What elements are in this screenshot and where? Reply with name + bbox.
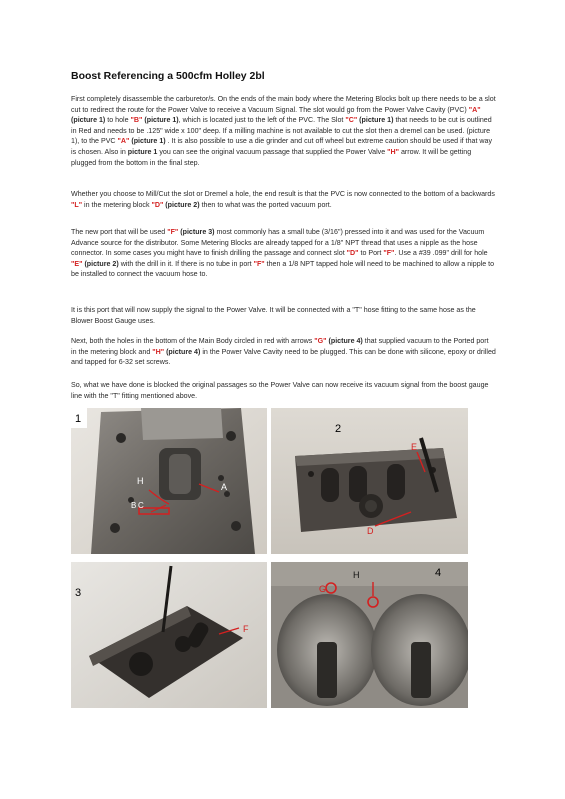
paragraph-3-segment: (picture 2) [82, 259, 119, 268]
paragraph-3-segment: . Use a #39 .099" drill for hole [394, 249, 488, 258]
paragraph-5-segment: that supplied vacuum to the Ported port in the metering block and [71, 337, 489, 356]
photo-1-label-c: C [138, 501, 144, 510]
photo-3 [71, 562, 267, 708]
paragraph-1-segment: "A" [468, 105, 481, 114]
paragraph-1-segment: (picture 1) [71, 116, 106, 125]
paragraph-1-segment: arrow. It will be getting plugged from the bottom in the final step. [71, 147, 472, 167]
photo-4-label-g: G [319, 584, 327, 594]
photo-3-number: 3 [75, 587, 82, 599]
photo-4-label-h: H [353, 570, 360, 580]
paragraph-1-segment: (picture 1) [129, 137, 166, 146]
paragraph-4 [71, 305, 496, 326]
paragraph-2-segment: "D" [151, 200, 164, 209]
photo-4 [271, 562, 468, 708]
paragraph-1-segment: to hole [105, 116, 131, 125]
paragraph-2-segment: Whether you choose to Mill/Cut the slot or Dremel a hole, the end result is that the PVC is now connected to the bottom of a backwards [71, 190, 495, 198]
paragraph-1-segment: that needs to be cut is outlined in Red and needs to be .125" wide x 100" deep. If a milling machine is not available to cut the slot then a dremel can be used. (picture 1), to the PVC [71, 116, 492, 146]
photo-1 [71, 408, 267, 554]
paragraph-5 [71, 336, 496, 368]
paragraph-5-segment: "G" [314, 337, 327, 345]
paragraph-3-segment: "F" [383, 249, 395, 258]
paragraph-1-segment: "H" [387, 147, 399, 156]
paragraph-3-segment: then a 1/8 NPT tapped hole will need to be machined to allow a nipple to be installed to connect the vacuum hose to. [71, 259, 495, 279]
paragraph-2-segment: then to what was the ported vacuum port. [199, 200, 332, 209]
document-title: Boost Referencing a 500cfm Holley 2bl [71, 70, 265, 82]
photo-2-label-d: D [367, 526, 374, 536]
photo-4-number: 4 [435, 567, 442, 579]
paragraph-5-segment: "H" [152, 347, 165, 356]
paragraph-6 [71, 380, 496, 401]
paragraph-2-segment: (picture 2) [163, 200, 200, 209]
photo-1-label-a: A [221, 482, 228, 492]
paragraph-3-segment: to Port [358, 249, 384, 258]
paragraph-1-segment: you can see the original vacuum passage that supplied the Power Valve [157, 147, 388, 156]
photo-3-label-f: F [243, 624, 249, 634]
photo-1-label-b: B [131, 501, 137, 510]
photo-1-label-h: H [137, 476, 144, 486]
paragraph-3-segment: "F" [167, 228, 179, 236]
paragraph-1-segment: "A" [117, 137, 130, 146]
paragraph-1-segment: . It is also possible to use a die grinder and cut off wheel but extreme caution should be used if that way is chosen. Also in [71, 137, 493, 156]
paragraph-1-segment: (picture 1) [142, 116, 179, 125]
paragraph-2-segment: in the metering block [82, 200, 152, 209]
paragraph-3-segment: with the drill in it. If there is no tube in port [118, 259, 254, 268]
photo-2 [271, 408, 468, 554]
paragraph-3-segment: (picture 3) [178, 228, 215, 236]
paragraph-1 [71, 94, 496, 168]
paragraph-3-segment: The new port that will be used [71, 228, 168, 236]
paragraph-1-segment: First completely disassemble the carburetor/s. On the ends of the main body where the Metering Blocks bolt up there needs to be a slot cut to redirect the route for the Power Valve to receive a Vacuum Signal. The slot would go from the Power Valve Cavity (PVC) [71, 95, 496, 114]
paragraph-5-segment: (picture 4) [326, 337, 363, 345]
paragraph-2-segment: "L" [71, 200, 83, 209]
paragraph-5-segment: in the Power Valve Cavity need to be plugged. This can be done with silicone, epoxy or drilled and tapped for 6-32 set screws. [71, 347, 496, 367]
paragraph-1-segment: "B" [130, 116, 143, 125]
paragraph-3-segment: "F" [253, 259, 265, 268]
paragraph-6-segment: So, what we have done is blocked the original passages so the Power Valve can now receive its vacuum signal from the boost gauge line with the "T" fitting mentioned above. [71, 381, 489, 400]
paragraph-3-segment: "E" [71, 259, 83, 268]
paragraph-3-segment: "D" [346, 249, 359, 258]
paragraph-1-segment: picture 1 [127, 147, 158, 156]
photo-2-label-e: E [411, 442, 418, 452]
paragraph-1-segment: "C" [345, 116, 358, 125]
paragraph-4-segment: It is this port that will now supply the signal to the Power Valve. It will be connected with a "T" hose fitting to the same hose as the Blower Boost Gauge uses. [71, 306, 476, 325]
paragraph-1-segment: (picture 1) [357, 116, 394, 125]
paragraph-5-segment: (picture 4) [164, 347, 201, 356]
paragraph-5-segment: Next, both the holes in the bottom of the Main Body circled in red with arrows [71, 337, 315, 345]
paragraph-3 [71, 227, 496, 280]
paragraph-1-segment: , which is located just to the left of the PVC. The Slot [178, 116, 346, 125]
photo-1-number: 1 [75, 413, 82, 425]
photo-2-number: 2 [335, 423, 342, 435]
paragraph-3-segment: most commonly has a small tube (3/16") pressed into it and was used for the Vacuum Advance source for the distributor. Some Metering Blocks are already tapped for a 1/8" NPT thread that uses a nipple as the hose connector. In some cases you might have to finish drilling the passage and connect slot [71, 228, 485, 258]
paragraph-2 [71, 189, 496, 210]
